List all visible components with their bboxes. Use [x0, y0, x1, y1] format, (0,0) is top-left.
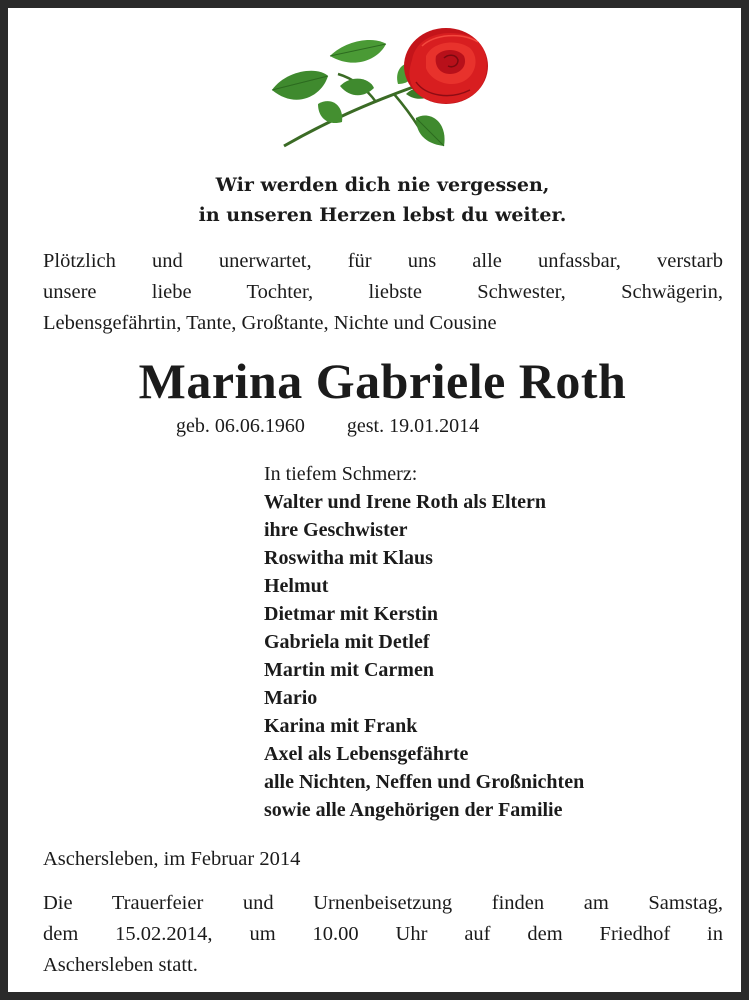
mourners-list [264, 460, 724, 824]
red-rose-icon [266, 26, 498, 158]
mourner-name: Dietmar mit Kerstin [264, 603, 439, 625]
life-dates [176, 412, 479, 440]
mourner-name: Gabriela mit Detlef [264, 631, 430, 653]
mourner-name: Roswitha mit Klaus [264, 547, 433, 569]
intro-text [43, 246, 723, 339]
mourner-name: Martin mit Carmen [264, 659, 434, 681]
deceased-name: Marina Gabriele Roth [138, 353, 627, 409]
mourner-name: Walter und Irene Roth als Eltern [264, 491, 547, 513]
death-date: gest. 19.01.2014 [346, 415, 480, 437]
mourner-name: sowie alle Angehörigen der Familie [264, 799, 563, 821]
place-and-date: Aschersleben, im Februar 2014 [43, 848, 301, 870]
funeral-line: dem 15.02.2014, um 10.00 Uhr auf dem Friedhof in [43, 923, 723, 945]
intro-line: unsere liebe Tochter, liebste Schwester, Schwägerin, [43, 281, 723, 303]
funeral-line: Aschersleben statt. [43, 954, 198, 976]
mourner-name: Helmut [264, 575, 329, 597]
intro-line: Lebensgefährtin, Tante, Großtante, Nichte und Cousine [43, 312, 497, 334]
motto [8, 170, 749, 230]
birth-date: geb. 06.06.1960 [176, 415, 305, 437]
mourners-heading: In tiefem Schmerz: [264, 463, 418, 485]
mourner-name: Axel als Lebensgefährte [264, 743, 469, 765]
intro-line: Plötzlich und unerwartet, für uns alle unfassbar, verstarb [43, 250, 723, 272]
funeral-line: Die Trauerfeier und Urnenbeisetzung finden am Samstag, [43, 892, 723, 914]
mourner-name: Mario [264, 687, 318, 709]
mourner-name: Karina mit Frank [264, 715, 418, 737]
motto-line-2: in unseren Herzen lebst du weiter. [198, 204, 567, 226]
mourner-name: alle Nichten, Neffen und Großnichten [264, 771, 585, 793]
mourner-name: ihre Geschwister [264, 519, 408, 541]
motto-line-1: Wir werden dich nie vergessen, [215, 174, 550, 196]
funeral-notice [43, 888, 723, 981]
